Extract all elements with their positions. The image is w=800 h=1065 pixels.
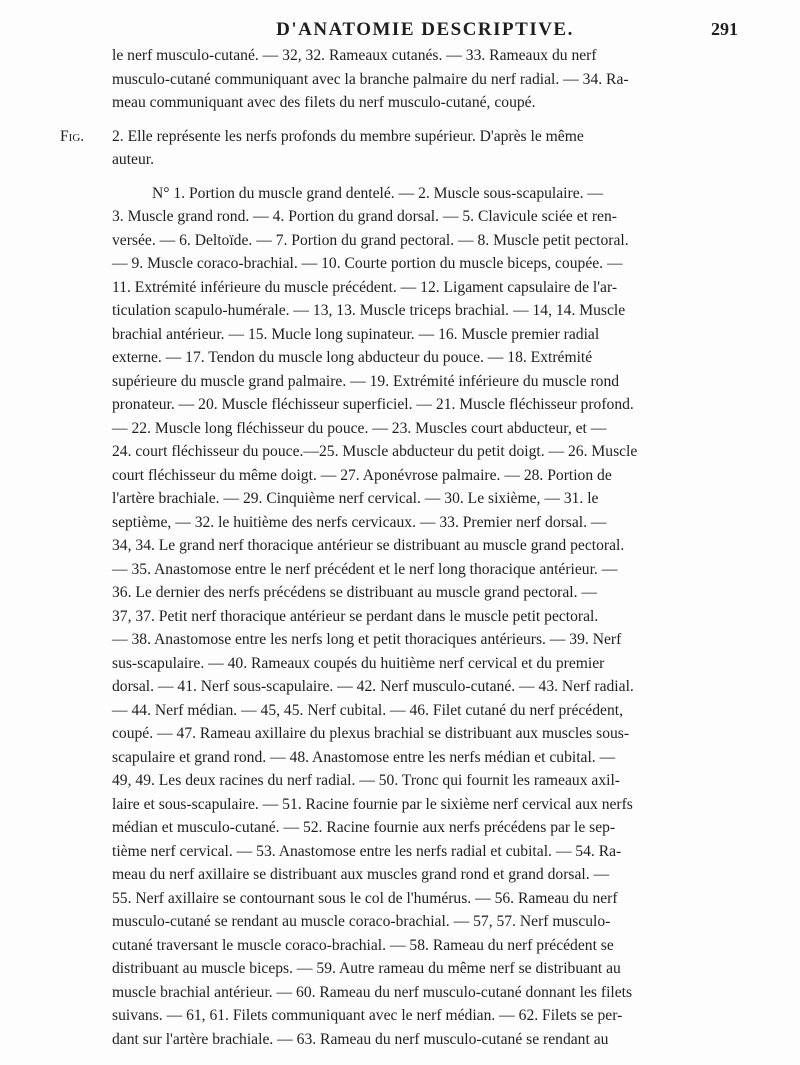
- text-line: musculo-cutané communiquant avec la branche palmaire du nerf radial. — 34. Ra-: [112, 70, 629, 88]
- text-line: ticulation scapulo-humérale. — 13, 13. Muscle triceps brachial. — 14, 14. Muscle: [112, 302, 626, 319]
- text-line: 55. Nerf axillaire se contournant sous le col de l'humérus. — 56. Rameau du nerf: [112, 889, 618, 907]
- text-line: brachial antérieur. — 15. Mucle long supinateur. — 16. Muscle premier radial: [112, 325, 600, 343]
- text-line: dorsal. — 41. Nerf sous-scapulaire. — 42. Nerf musculo-cutané. — 43. Nerf radial.: [112, 678, 634, 695]
- text-line: meau du nerf axillaire se distribuant aux muscles grand rond et grand dorsal. —: [112, 866, 610, 883]
- text-line: médian et musculo-cutané. — 52. Racine fournie aux nerfs précédens par le sep-: [112, 819, 616, 836]
- text-line: — 35. Anastomose entre le nerf précédent et le nerf long thoracique antérieur. —: [112, 560, 618, 578]
- text-line: supérieure du muscle grand palmaire. — 19. Extrémité inférieure du muscle rond: [112, 372, 620, 390]
- text-line: court fléchisseur du même doigt. — 27. Aponévrose palmaire. — 28. Portion de: [112, 466, 612, 484]
- text-line: — 38. Anastomose entre les nerfs long et petit thoraciques antérieurs. — 39. Nerf: [112, 631, 622, 648]
- text-line: sus-scapulaire. — 40. Rameaux coupés du huitième nerf cervical et du premier: [112, 654, 605, 672]
- figure-label: Fig.: [60, 127, 85, 145]
- text-line: auteur.: [112, 151, 154, 168]
- page-header: [112, 16, 738, 44]
- body-text: [60, 44, 744, 1051]
- text-line: distribuant au muscle biceps. — 59. Autre rameau du même nerf se distribuant au: [112, 960, 621, 977]
- text-line: 2. Elle représente les nerfs profonds du membre supérieur. D'après le même: [112, 127, 584, 145]
- text-line: cutané traversant le muscle coraco-brachial. — 58. Rameau du nerf précédent se: [112, 936, 614, 954]
- text-line: 37, 37. Petit nerf thoracique antérieur se perdant dans le muscle petit pectoral.: [112, 607, 599, 625]
- text-line: suivans. — 61, 61. Filets communiquant avec le nerf médian. — 62. Filets se per-: [112, 1007, 623, 1024]
- text-line: — 22. Muscle long fléchisseur du pouce. — 23. Muscles court abducteur, et —: [112, 419, 607, 437]
- text-line: muscle brachial antérieur. — 60. Rameau du nerf musculo-cutané donnant les filets: [112, 983, 633, 1001]
- text-line: septième, — 32. le huitième des nerfs cervicaux. — 33. Premier nerf dorsal. —: [112, 513, 607, 531]
- text-line: 11. Extrémité inférieure du muscle précédent. — 12. Ligament capsulaire de l'ar-: [112, 278, 618, 296]
- text-line: 24. court fléchisseur du pouce.—25. Muscle abducteur du petit doigt. — 26. Muscle: [112, 443, 638, 460]
- text-line: externe. — 17. Tendon du muscle long abducteur du pouce. — 18. Extrémité: [112, 349, 593, 366]
- text-line: — 44. Nerf médian. — 45, 45. Nerf cubital. — 46. Filet cutané du nerf précédent,: [112, 701, 623, 719]
- text-line: 34, 34. Le grand nerf thoracique antérieur se distribuant au muscle grand pectoral.: [112, 537, 625, 554]
- running-title: D'ANATOMIE DESCRIPTIVE.: [276, 19, 574, 40]
- text-line: pronateur. — 20. Muscle fléchisseur superficiel. — 21. Muscle fléchisseur profond.: [112, 396, 634, 413]
- text-line: 36. Le dernier des nerfs précédens se distribuant au muscle grand pectoral. —: [112, 584, 597, 601]
- text-line: 3. Muscle grand rond. — 4. Portion du grand dorsal. — 5. Clavicule sciée et ren-: [112, 208, 617, 225]
- text-line: scapulaire et grand rond. — 48. Anastomose entre les nerfs médian et cubital. —: [112, 748, 616, 766]
- text-line: dant sur l'artère brachiale. — 63. Rameau du nerf musculo-cutané se rendant au: [112, 1030, 609, 1048]
- text-line: l'artère brachiale. — 29. Cinquième nerf cervical. — 30. Le sixième, — 31. le: [112, 490, 599, 507]
- text-line: 49, 49. Les deux racines du nerf radial. — 50. Tronc qui fournit les rameaux axil-: [112, 772, 620, 789]
- text-line: tième nerf cervical. — 53. Anastomose entre les nerfs radial et cubital. — 54. Ra-: [112, 842, 622, 860]
- text-line: meau communiquant avec des filets du nerf musculo-cutané, coupé.: [112, 94, 536, 111]
- page-number: 291: [711, 19, 738, 39]
- figure-caption-line: [60, 125, 744, 149]
- text-line: musculo-cutané se rendant au muscle coraco-brachial. — 57, 57. Nerf musculo-: [112, 913, 611, 930]
- text-line: versée. — 6. Deltoïde. — 7. Portion du grand pectoral. — 8. Muscle petit pectoral.: [112, 231, 629, 249]
- text-line: laire et sous-scapulaire. — 51. Racine fournie par le sixième nerf cervical aux nerfs: [112, 795, 633, 813]
- text-line: — 9. Muscle coraco-brachial. — 10. Courte portion du muscle biceps, coupée. —: [112, 255, 623, 272]
- text-line: coupé. — 47. Rameau axillaire du plexus brachial se distribuant aux muscles sous-: [112, 725, 630, 742]
- text-line: N° 1. Portion du muscle grand dentelé. — 2. Muscle sous-scapulaire. —: [152, 184, 604, 202]
- text-line: le nerf musculo-cutané. — 32, 32. Rameaux cutanés. — 33. Rameaux du nerf: [112, 47, 597, 64]
